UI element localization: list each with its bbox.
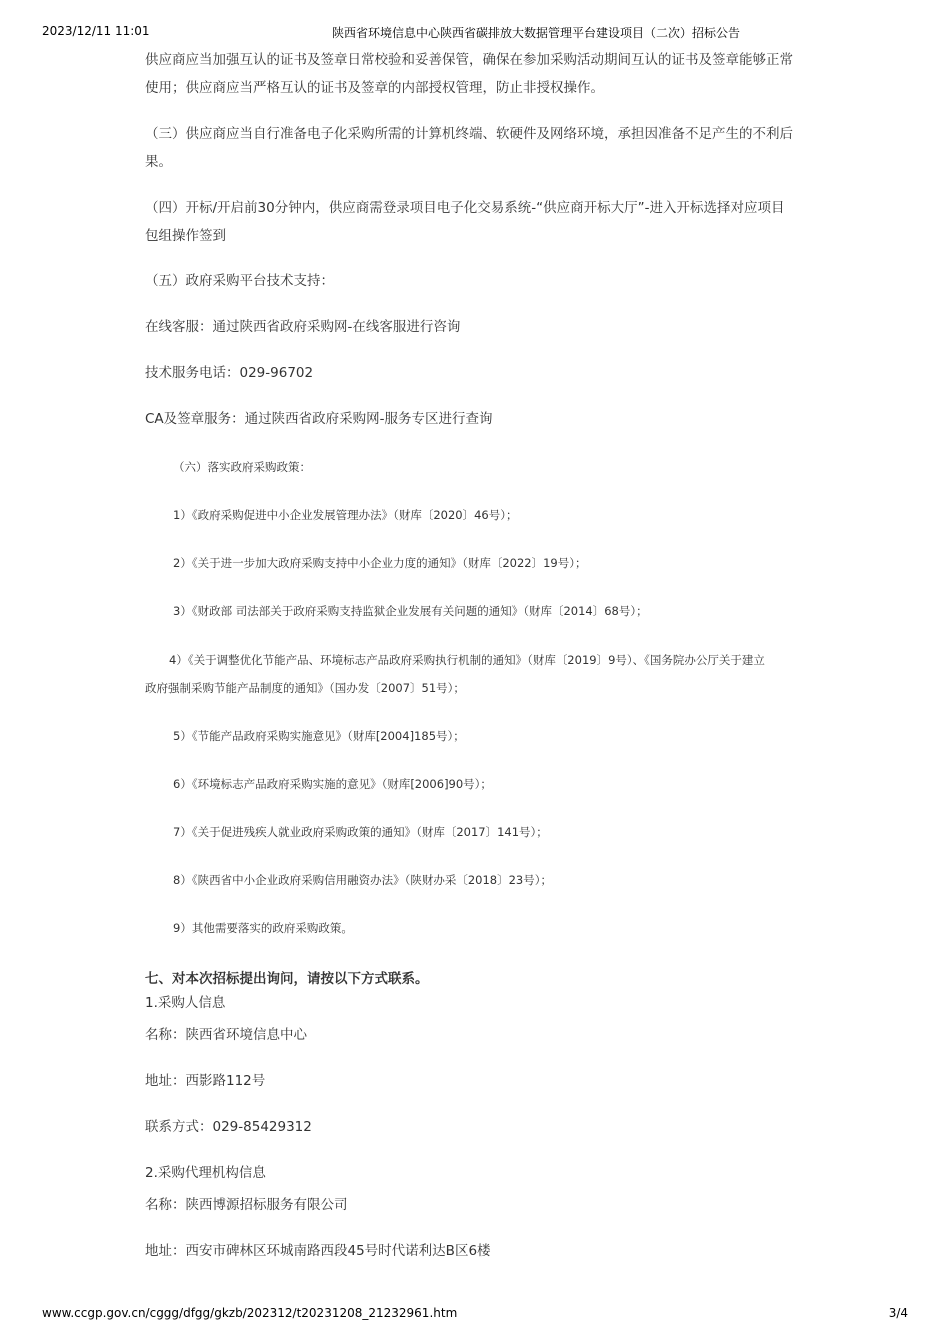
paragraph-line: 使用；供应商应当严格互认的证书及签章的内部授权管理，防止非授权操作。 <box>145 80 604 96</box>
policy-title: （六）落实政府采购政策： <box>173 460 311 474</box>
policy-item-8: 8）《陕西省中小企业政府采购信用融资办法》（陕财办采〔2018〕23号）； <box>173 873 552 887</box>
paragraph-certificate-management <box>145 46 825 102</box>
paragraph-line: 联系方式：029-85429312 <box>145 1119 312 1135</box>
paragraph-line: 供应商应当加强互认的证书及签章日常校验和妥善保管，确保在参加采购活动期间互认的证书及签章能够正常 <box>145 52 793 68</box>
policy-item-2: 2）《关于进一步加大政府采购支持中小企业力度的通知》（财库〔2022〕19号）； <box>173 556 587 570</box>
policy-item-6: 6）《环境标志产品政府采购实施的意见》（财库[2006]90号）； <box>173 777 492 791</box>
policy-item-3: 3）《财政部 司法部关于政府采购支持监狱企业发展有关问题的通知》（财库〔2014〕68号）； <box>173 604 648 618</box>
paragraph-line: 包组操作签到 <box>145 228 226 244</box>
ca-service <box>145 405 825 433</box>
paragraph-tech-support-title <box>145 267 825 295</box>
online-service <box>145 313 825 341</box>
tech-phone <box>145 359 825 387</box>
print-datetime: 2023/12/11 11:01 <box>42 24 150 38</box>
agency-address <box>145 1237 825 1265</box>
paragraph-line: （四）开标/开启前30分钟内，供应商需登录项目电子化交易系统-“供应商开标大厅”-进入开标选择对应项目 <box>145 200 785 216</box>
paragraph-line: 在线客服：通过陕西省政府采购网-在线客服进行咨询 <box>145 319 461 335</box>
policy-item-9: 9）其他需要落实的政府采购政策。 <box>173 921 353 935</box>
paragraph-line: 名称：陕西博源招标服务有限公司 <box>145 1197 348 1213</box>
paragraph-line: （三）供应商应当自行准备电子化采购所需的计算机终端、软硬件及网络环境，承担因准备不足产生的不利后 <box>145 126 793 142</box>
policy-item-4-cont: 政府强制采购节能产品制度的通知》（国办发〔2007〕51号）； <box>145 681 465 695</box>
paragraph-line: 1.采购人信息 <box>145 995 226 1011</box>
agency-name <box>145 1191 825 1219</box>
paragraph-line: 地址：西影路112号 <box>145 1073 266 1089</box>
purchaser-address <box>145 1067 825 1095</box>
purchaser-heading <box>145 989 825 1017</box>
paragraph-line: 名称：陕西省环境信息中心 <box>145 1027 307 1043</box>
paragraph-equipment <box>145 120 825 176</box>
paragraph-line: 果。 <box>145 154 172 170</box>
paragraph-line: CA及签章服务：通过陕西省政府采购网-服务专区进行查询 <box>145 411 493 427</box>
print-page-number: 3/4 <box>888 1306 908 1320</box>
purchaser-name <box>145 1021 825 1049</box>
section-7-heading: 七、对本次招标提出询问，请按以下方式联系。 <box>145 971 429 987</box>
paragraph-line: （五）政府采购平台技术支持： <box>145 273 334 289</box>
paragraph-line: 2.采购代理机构信息 <box>145 1165 266 1181</box>
purchaser-contact <box>145 1113 825 1141</box>
paragraph-line: 技术服务电话：029-96702 <box>145 365 314 381</box>
print-page-title: 陕西省环境信息中心陕西省碳排放大数据管理平台建设项目（二次）招标公告 <box>332 26 741 40</box>
policy-item-4: 4）《关于调整优化节能产品、环境标志产品政府采购执行机制的通知》（财库〔2019〕9号）、《国务院办公厅关于建立 <box>169 653 765 667</box>
print-page-url: www.ccgp.gov.cn/cggg/dfgg/gkzb/202312/t20231208_21232961.htm <box>42 1306 458 1320</box>
paragraph-line: 地址：西安市碑林区环城南路西段45号时代诺利达B区6楼 <box>145 1243 491 1259</box>
policy-item-1: 1）《政府采购促进中小企业发展管理办法》（财库〔2020〕46号）； <box>173 508 518 522</box>
policy-item-5: 5）《节能产品政府采购实施意见》（财库[2004]185号）； <box>173 729 465 743</box>
agency-heading <box>145 1159 825 1187</box>
paragraph-sign-in <box>145 194 825 250</box>
policy-item-7: 7）《关于促进残疾人就业政府采购政策的通知》（财库〔2017〕141号）； <box>173 825 548 839</box>
